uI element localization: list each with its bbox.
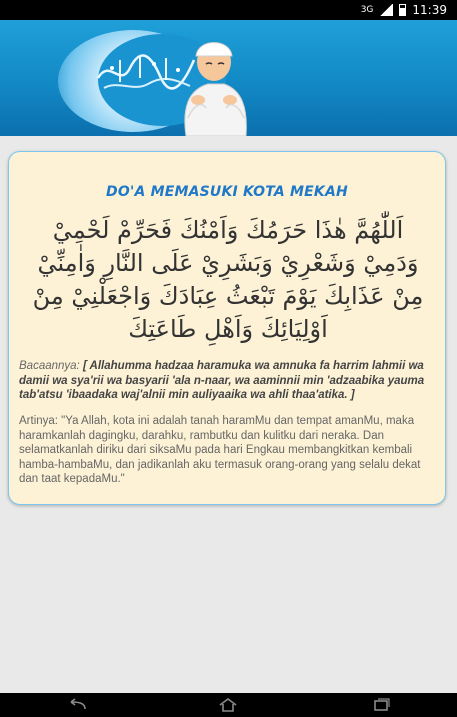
prayer-title: DO'A MEMASUKI KOTA MEKAH bbox=[106, 184, 348, 200]
recents-button[interactable] bbox=[361, 696, 401, 714]
recents-icon bbox=[368, 698, 394, 712]
home-icon bbox=[215, 698, 241, 712]
transliteration bbox=[19, 359, 433, 403]
praying-boy-image bbox=[168, 28, 258, 136]
translation-text: Artinya: "Ya Allah, kota ini adalah tanah haramMu dan tempat amanMu, maka haramkanlah dagingku, darahku, rambutku dan kulitku dari neraka. Dan selamatkanlah diriku dari siksaMu pada hari Engkau membangkitkan kembali hamba-hambaMu, dan jadikanlah aku termasuk orang-orang yang selalu dekat dan taat kepadaMu." bbox=[19, 415, 421, 485]
transliteration-label: Bacaannya: bbox=[19, 360, 80, 372]
status-bar bbox=[0, 0, 457, 20]
battery-icon bbox=[399, 4, 406, 16]
network-type-label: 3G bbox=[360, 5, 374, 15]
header-banner bbox=[0, 20, 457, 136]
home-button[interactable] bbox=[208, 696, 248, 714]
navigation-bar bbox=[0, 693, 457, 717]
arabic-prayer-text: اَللّٰهُمَّ هٰذَا حَرَمُكَ وَاَمْنُكَ فَحَرِّمْ لَحْمِيْ وَدَمِيْ وَشَعْرِيْ وَبَشَرِيْ عَلَى النَّارِ وَاٰمِنِّيْ مِنْ عَذَابِكَ يَوْمَ تَبْعَثُ عِبَادَكَ وَاجْعَلْنِيْ مِنْ اَوْلِيَائِكَ وَاَهْلِ طَاعَتِكَ bbox=[32, 216, 424, 343]
prayer-card bbox=[8, 151, 446, 505]
signal-icon bbox=[379, 4, 393, 16]
transliteration-text: [ Allahumma hadzaa haramuka wa amnuka fa harrim lahmii wa damii wa sya'rii wa basyarii 'ala n-naar, wa aaminnii min 'adzaabika yauma tab'atsu 'ibaadaka waj'alnii min auliyaaika wa ahli thaa'atika. ] bbox=[19, 360, 425, 401]
clock: 11:39 bbox=[412, 3, 447, 17]
back-button[interactable] bbox=[56, 696, 96, 714]
back-icon bbox=[63, 698, 89, 712]
